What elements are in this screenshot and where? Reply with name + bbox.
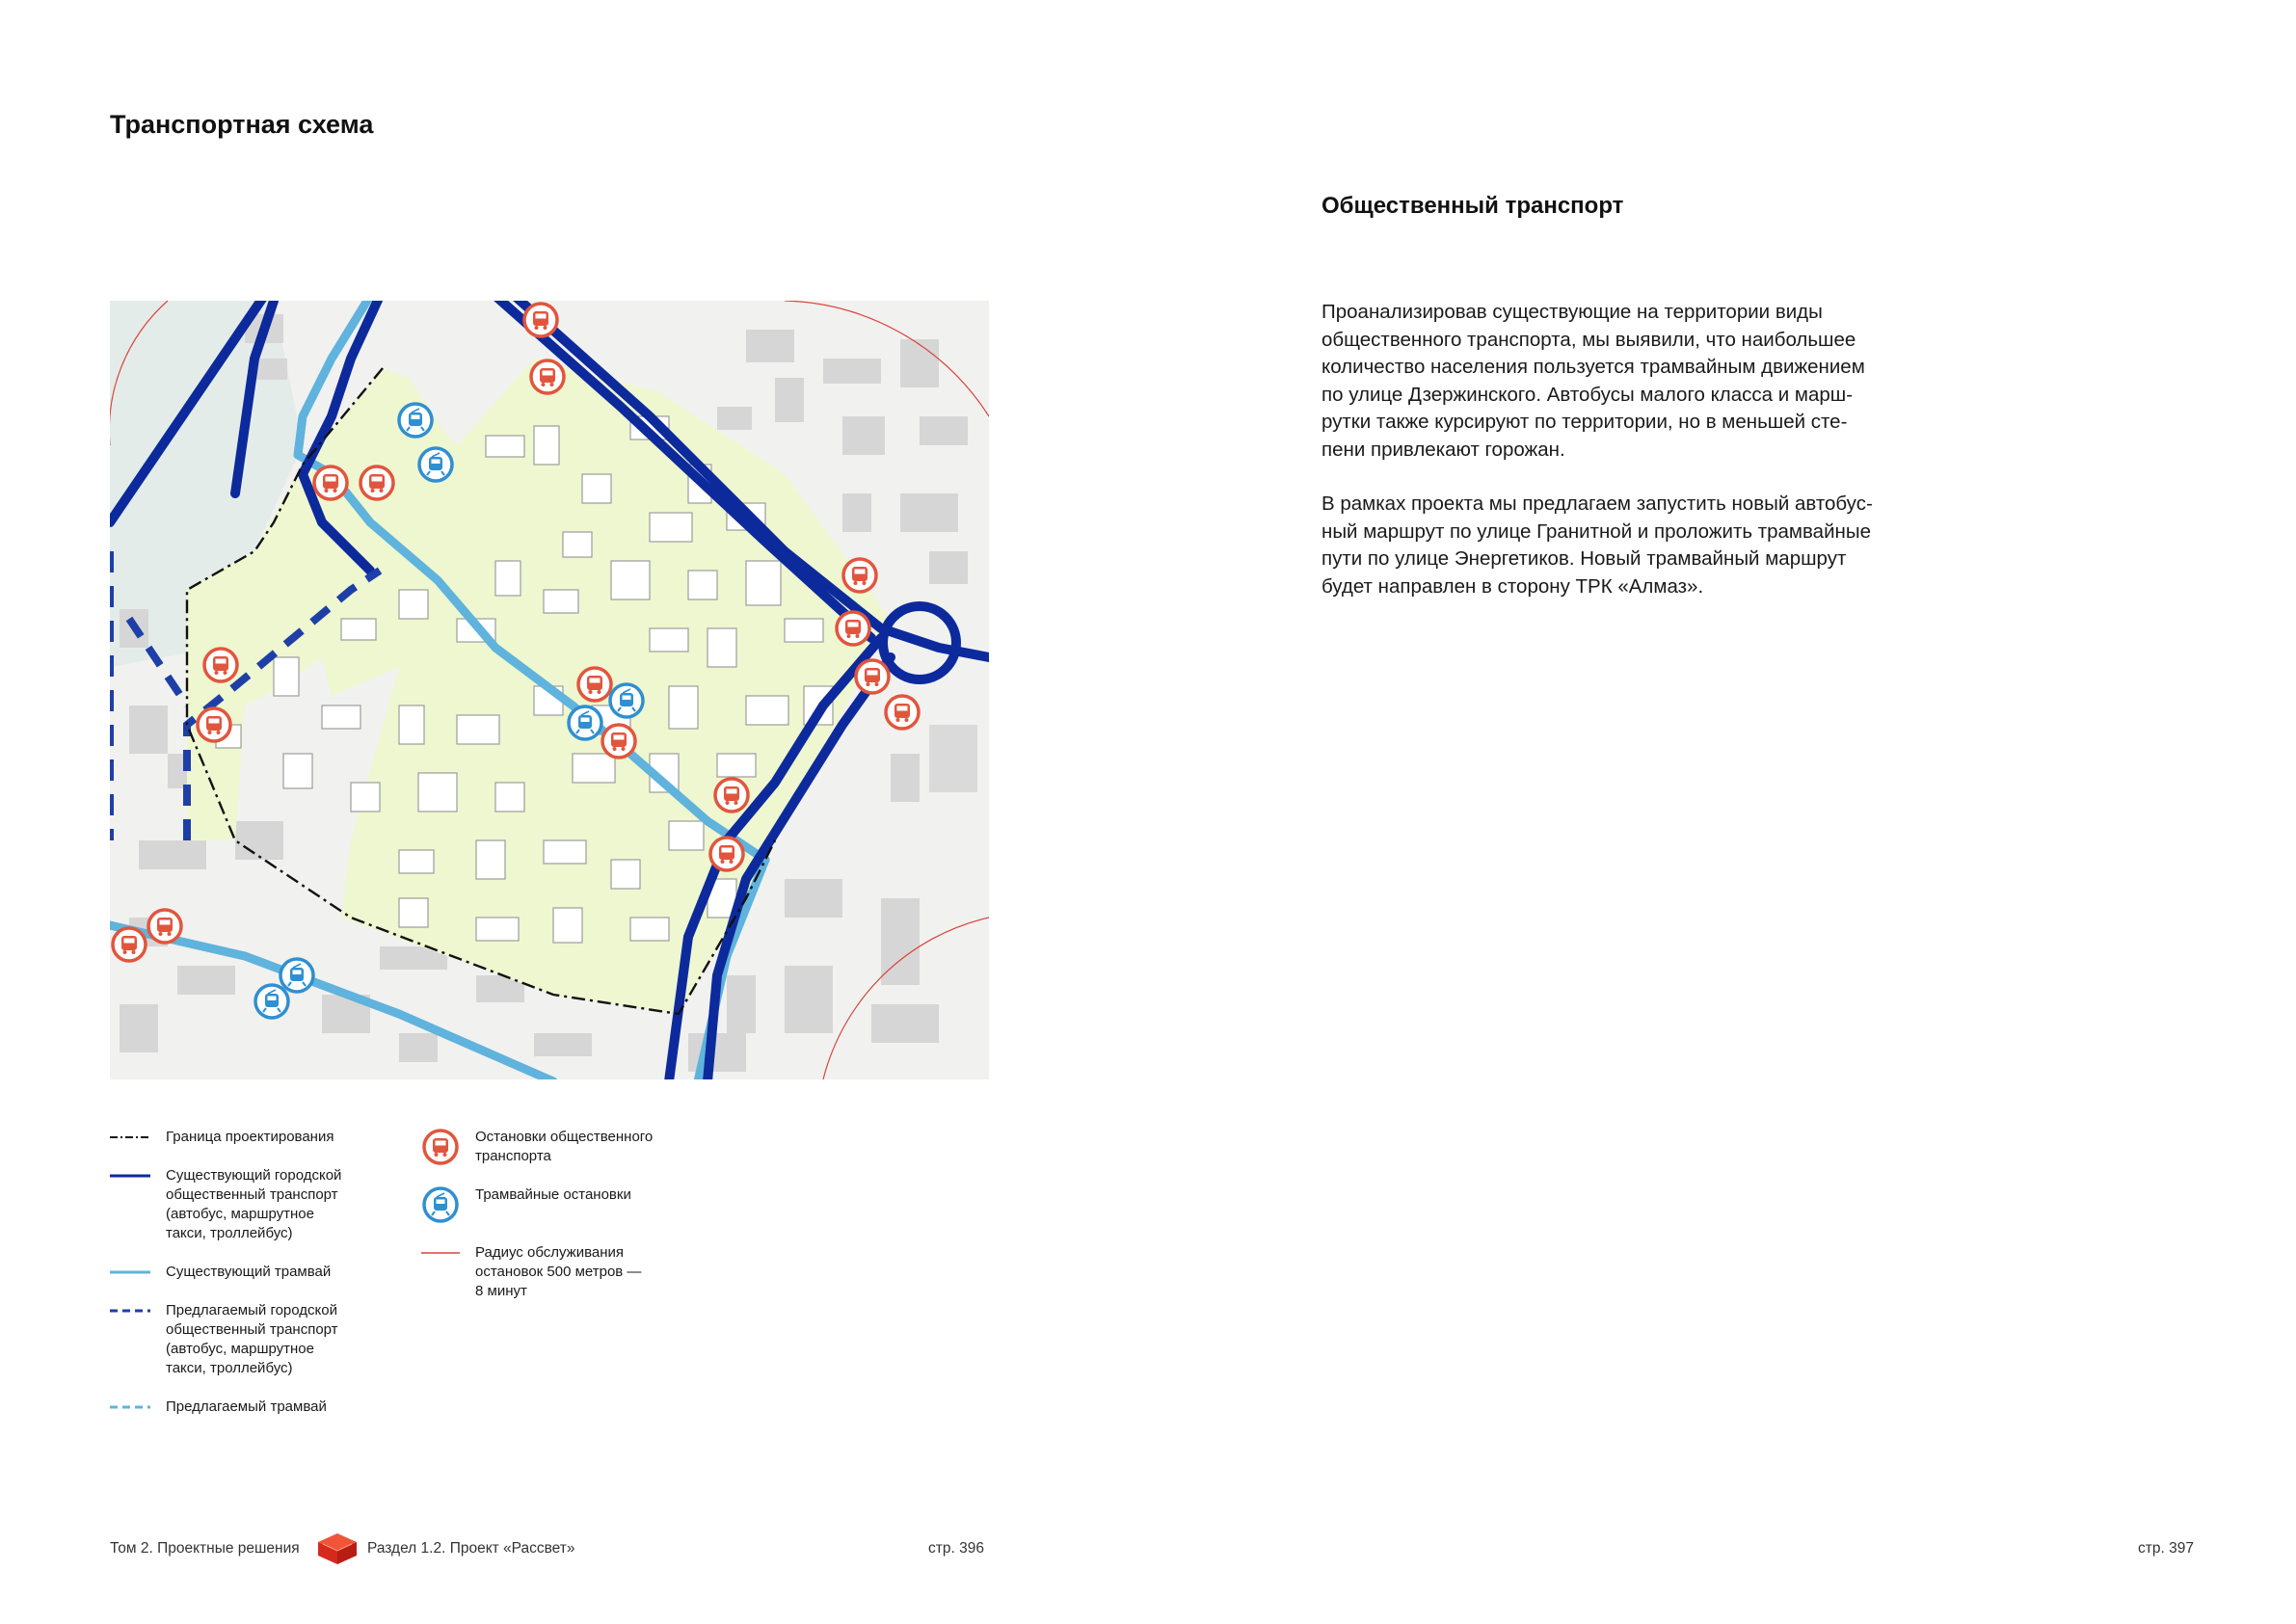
bus-stop-icon: [360, 466, 393, 499]
bus-stop-icon: [524, 304, 557, 336]
bus-stop-icon: [886, 696, 919, 729]
tram-stop-icon: [255, 985, 288, 1018]
legend-label: Предлагаемый трамвай: [166, 1398, 327, 1415]
bus-stop-icon: [856, 660, 889, 693]
legend-item-tram-stops: [421, 1185, 710, 1224]
tram-stop-icon: [419, 448, 452, 481]
legend-item-existing-transport: [110, 1166, 418, 1243]
legend-item-proposed-transport: [110, 1301, 418, 1378]
footer-volume: Том 2. Проектные решения: [110, 1540, 300, 1557]
bus-stop-icon: [421, 1128, 460, 1166]
legend-label: Существующий трамвай: [166, 1264, 332, 1280]
bus-stop-icon: [843, 559, 876, 592]
radius-line-icon: [421, 1243, 460, 1263]
bus-stop-icon: [204, 649, 237, 681]
tram-stop-icon: [399, 404, 432, 437]
legend-stops: [421, 1128, 710, 1320]
bus-stop-icon: [314, 466, 347, 499]
paragraph: Проанализировав существующие на территории виды общественного транспорта, мы выявили, что наибольшее количество населения пользуется трамвайным движением по улице Дзержинского. Автобусы малого класса и марш- рутки также курсируют по территории, но в меньшей сте- пени привлекают горожан.: [1322, 301, 1865, 461]
page-number-right: стр. 397: [2138, 1540, 2194, 1557]
bus-stop-icon: [578, 668, 611, 701]
bus-stop-icon: [531, 360, 564, 393]
legend-label: Остановки общественного транспорта: [475, 1129, 654, 1164]
bus-stop-icon: [113, 928, 146, 961]
paragraph: В рамках проекта мы предлагаем запустить новый автобус- ный маршрут по улице Гранитной и проложить трамвайные пути по улице Энергетиков. Новый трамвайный маршрут будет направлен в сторону ТРК «Алмаз».: [1322, 493, 1873, 598]
proposed-transport-line-icon: [110, 1301, 150, 1320]
brand-logo-icon: [316, 1531, 359, 1566]
bus-stop-icon: [710, 838, 743, 870]
legend-label: Предлагаемый городской общественный транспорт (автобус, маршрутное такси, троллейбус): [166, 1302, 338, 1376]
legend-item-bus-stops: [421, 1128, 710, 1166]
section-title: Общественный транспорт: [1322, 193, 1624, 219]
page-number-left: стр. 396: [928, 1540, 984, 1557]
legend-item-existing-tram: [110, 1263, 418, 1282]
legend-label: Граница проектирования: [166, 1129, 334, 1145]
legend-item-boundary: [110, 1128, 418, 1147]
bus-stop-icon: [715, 779, 748, 812]
transport-map: [110, 301, 989, 1079]
footer-section: Раздел 1.2. Проект «Рассвет»: [367, 1540, 575, 1557]
legend-label: Существующий городской общественный транспорт (автобус, маршрутное такси, троллейбус): [166, 1167, 342, 1241]
tram-stop-icon: [569, 706, 601, 739]
legend-lines: [110, 1128, 418, 1436]
tram-stop-icon: [610, 684, 643, 717]
bus-stop-icon: [198, 708, 230, 741]
proposed-tram-line-icon: [110, 1398, 150, 1417]
legend-label: Трамвайные остановки: [475, 1186, 631, 1203]
boundary-line-icon: [110, 1128, 150, 1147]
legend-item-radius: [421, 1243, 710, 1301]
tram-stop-icon: [421, 1185, 460, 1224]
existing-tram-line-icon: [110, 1263, 150, 1282]
legend-item-proposed-tram: [110, 1398, 418, 1417]
body-text: [1322, 299, 1958, 627]
existing-transport-line-icon: [110, 1166, 150, 1185]
tram-stop-icon: [280, 959, 313, 992]
bus-stop-icon: [602, 725, 635, 758]
bus-stop-icon: [148, 910, 181, 943]
bus-stop-icon: [837, 612, 869, 645]
spread-title: Транспортная схема: [110, 110, 374, 139]
legend-label: Радиус обслуживания остановок 500 метров — 8 минут: [475, 1244, 642, 1299]
